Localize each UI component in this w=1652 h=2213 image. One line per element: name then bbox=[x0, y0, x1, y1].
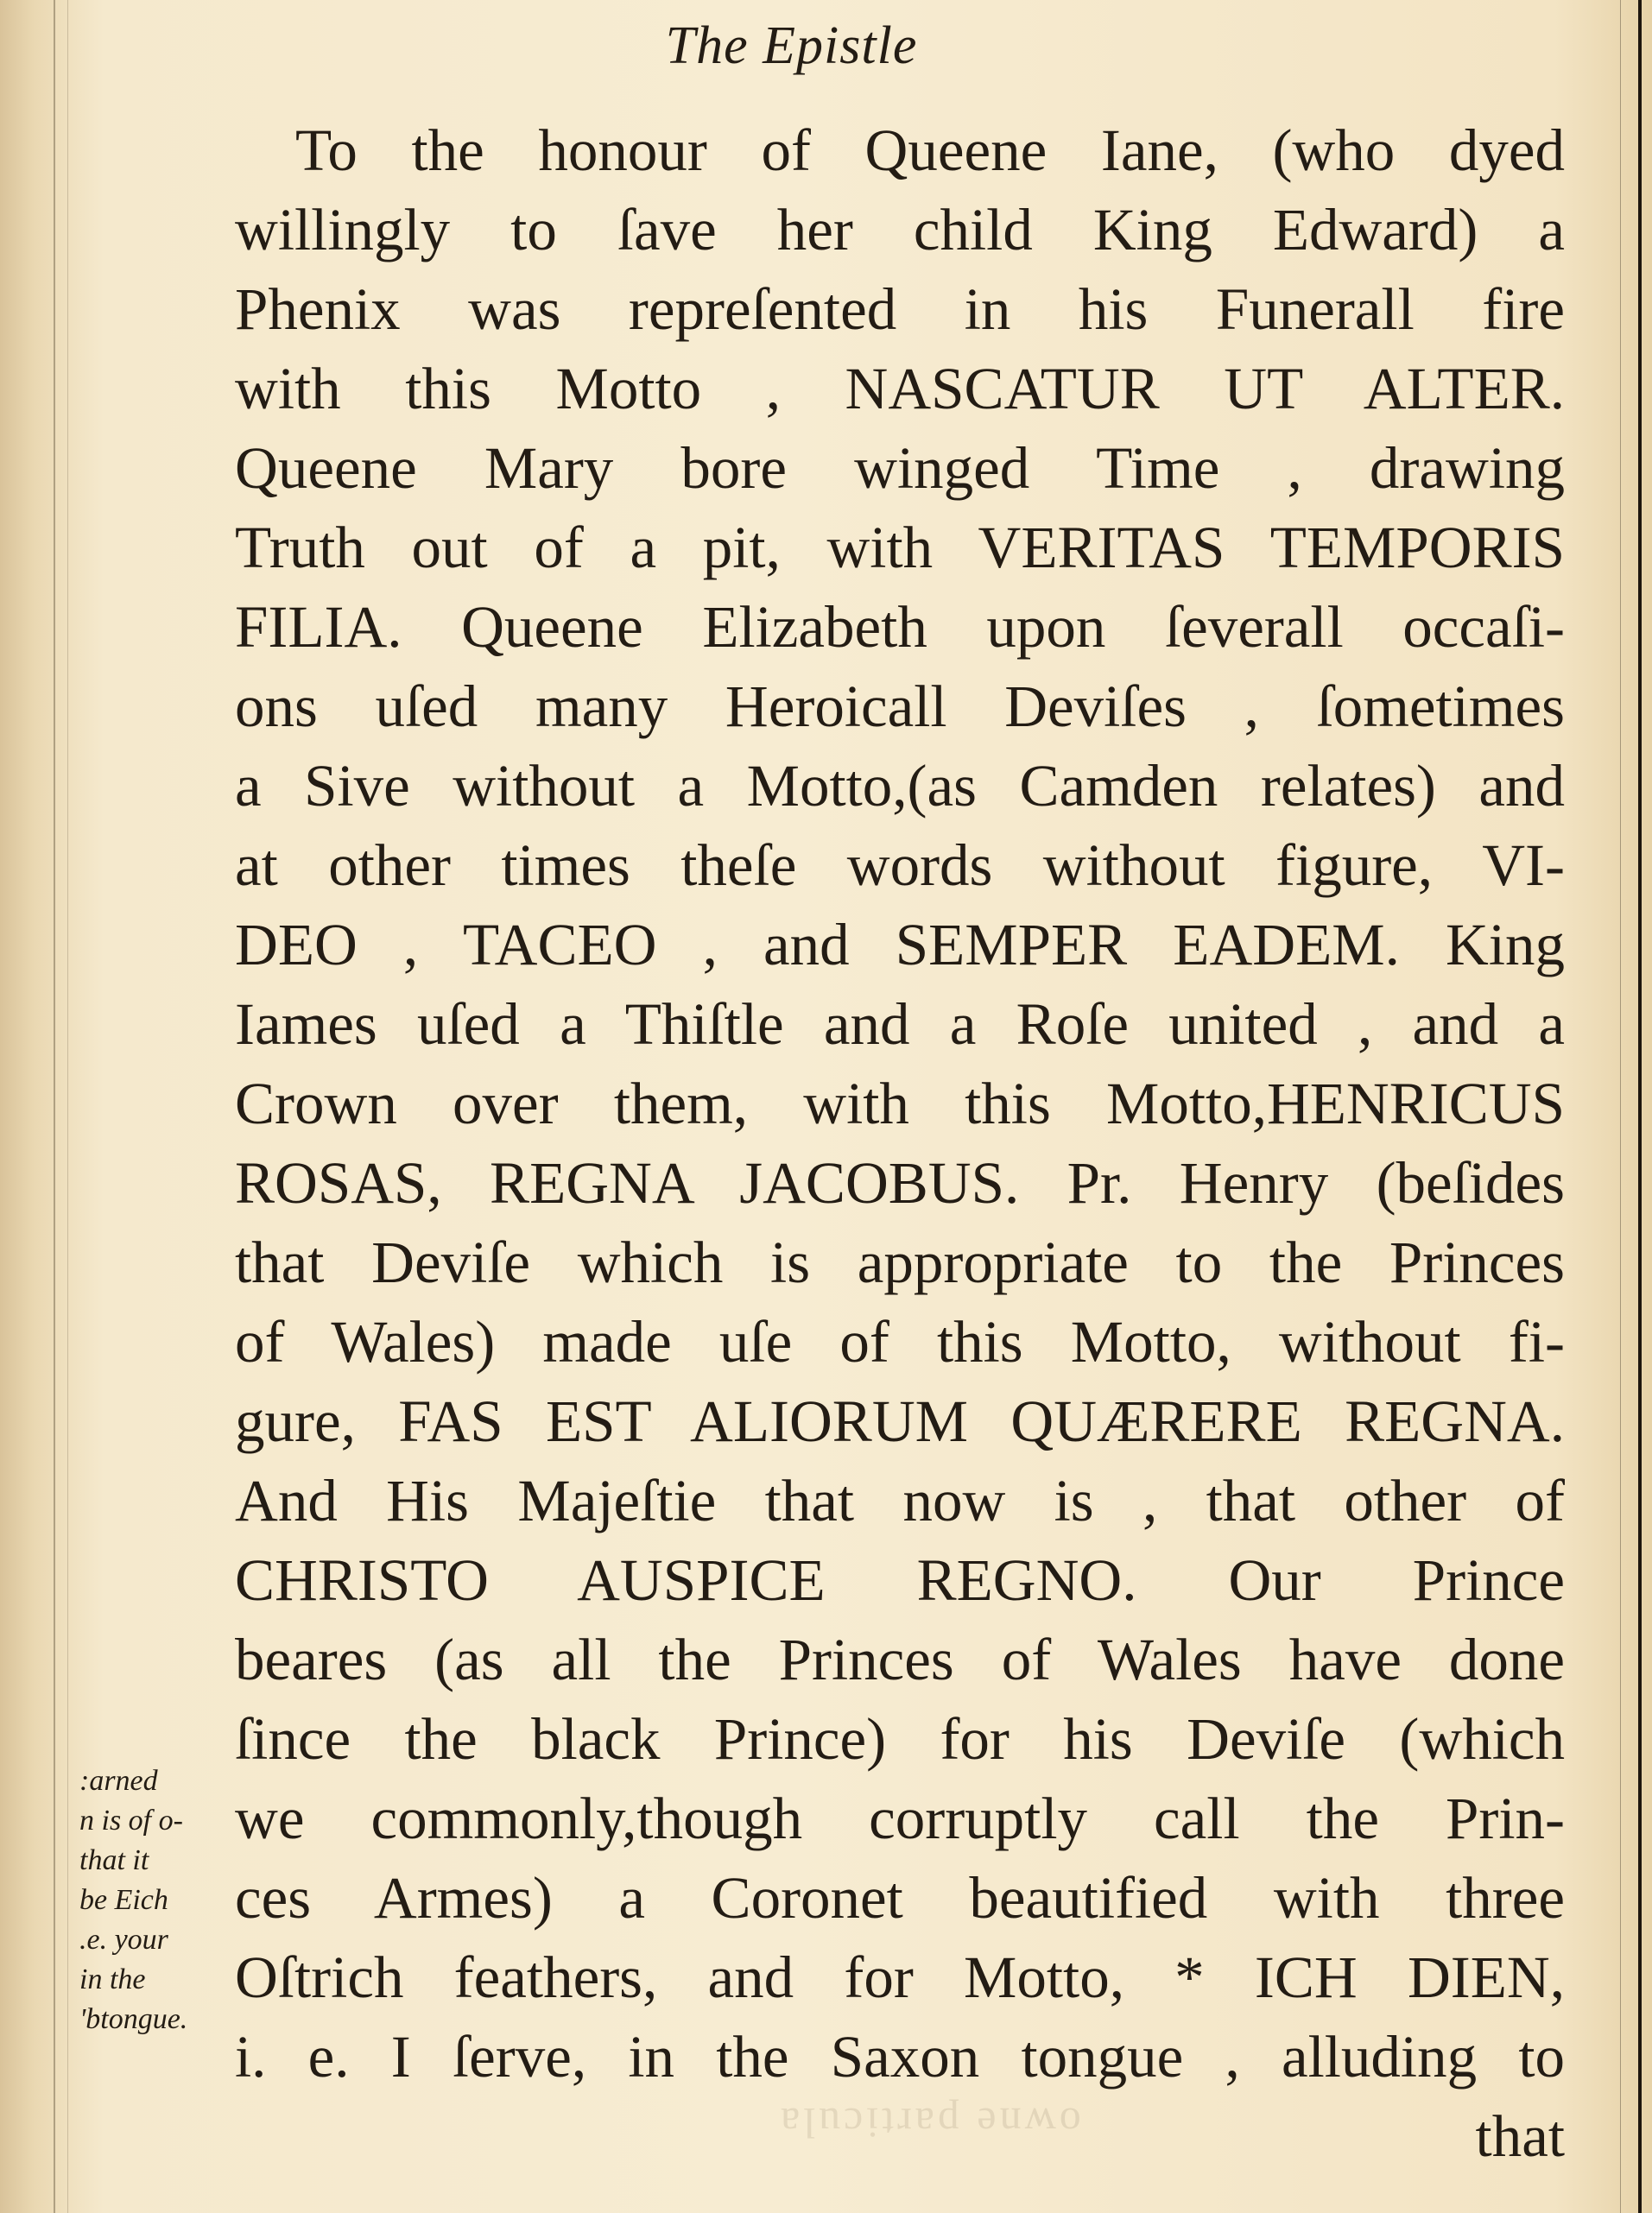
text-line: ROSAS, REGNA JACOBUS. Pr. Henry (beſides bbox=[235, 1150, 1565, 1216]
margin-note: that it bbox=[79, 1844, 149, 1876]
text-line: a Sive without a Motto,(as Camden relates) and bbox=[235, 753, 1565, 819]
text-line: Phenix was repreſented in his Funerall fire bbox=[235, 276, 1565, 342]
margin-note: 'btongue. bbox=[79, 2003, 188, 2035]
text-line: CHRISTO AUSPICE REGNO. Our Prince bbox=[235, 1547, 1565, 1613]
text-line: ons uſed many Heroicall Deviſes , ſometimes bbox=[235, 673, 1565, 739]
body-text bbox=[235, 111, 1565, 2176]
margin-note: n is of o- bbox=[79, 1805, 183, 1837]
text-line: FILIA. Queene Elizabeth upon ſeverall occaſi- bbox=[235, 594, 1565, 660]
margin-note: be Eich bbox=[79, 1884, 168, 1916]
text-line: at other times theſe words without figure, VI- bbox=[235, 832, 1565, 898]
text-line: To the honour of Queene Iane, (who dyed bbox=[295, 117, 1565, 183]
text-line: Oſtrich feathers, and for Motto, * ICH DIEN, bbox=[235, 1944, 1565, 2010]
text-line: And His Majeſtie that now is , that other of bbox=[235, 1468, 1565, 1533]
text-line: with this Motto , NASCATUR UT ALTER. bbox=[235, 356, 1565, 421]
page-edge bbox=[1638, 0, 1642, 2213]
text-line: Truth out of a pit, with VERITAS TEMPORIS bbox=[235, 515, 1565, 580]
margin-note: in the bbox=[79, 1963, 146, 1995]
text-line: ſince the black Prince) for his Deviſe (which bbox=[235, 1706, 1565, 1772]
text-line: Crown over them, with this Motto,HENRICUS bbox=[235, 1071, 1565, 1136]
bleed-through-text: owne particula bbox=[777, 2099, 1081, 2147]
text-line: of Wales) made uſe of this Motto, without fi- bbox=[235, 1309, 1565, 1375]
text-line: i. e. I ſerve, in the Saxon tongue , alluding to bbox=[235, 2024, 1565, 2090]
text-line: Iames uſed a Thiſtle and a Roſe united , and a bbox=[235, 991, 1565, 1057]
text-line: gure, FAS EST ALIORUM QUÆRERE REGNA. bbox=[235, 1388, 1565, 1454]
text-line: we commonly,though corruptly call the Prin- bbox=[235, 1786, 1565, 1851]
text-line: DEO , TACEO , and SEMPER EADEM. King bbox=[235, 912, 1565, 977]
gutter-shadow bbox=[54, 0, 55, 2213]
running-head: The Epistle bbox=[665, 16, 918, 75]
gutter-fold bbox=[67, 0, 68, 2213]
text-line: that Deviſe which is appropriate to the Princes bbox=[235, 1230, 1565, 1295]
margin-notes bbox=[79, 1761, 235, 2039]
text-line: willingly to ſave her child King Edward) a bbox=[235, 197, 1565, 262]
margin-note: :arned bbox=[79, 1765, 158, 1797]
catchword: that bbox=[1475, 2103, 1565, 2169]
text-line: ces Armes) a Coronet beautified with three bbox=[235, 1865, 1565, 1931]
page-edge-rule bbox=[1620, 0, 1621, 2213]
text-line: Queene Mary bore winged Time , drawing bbox=[235, 435, 1565, 501]
text-line: beares (as all the Princes of Wales have done bbox=[235, 1627, 1565, 1692]
margin-note: .e. your bbox=[79, 1924, 168, 1956]
